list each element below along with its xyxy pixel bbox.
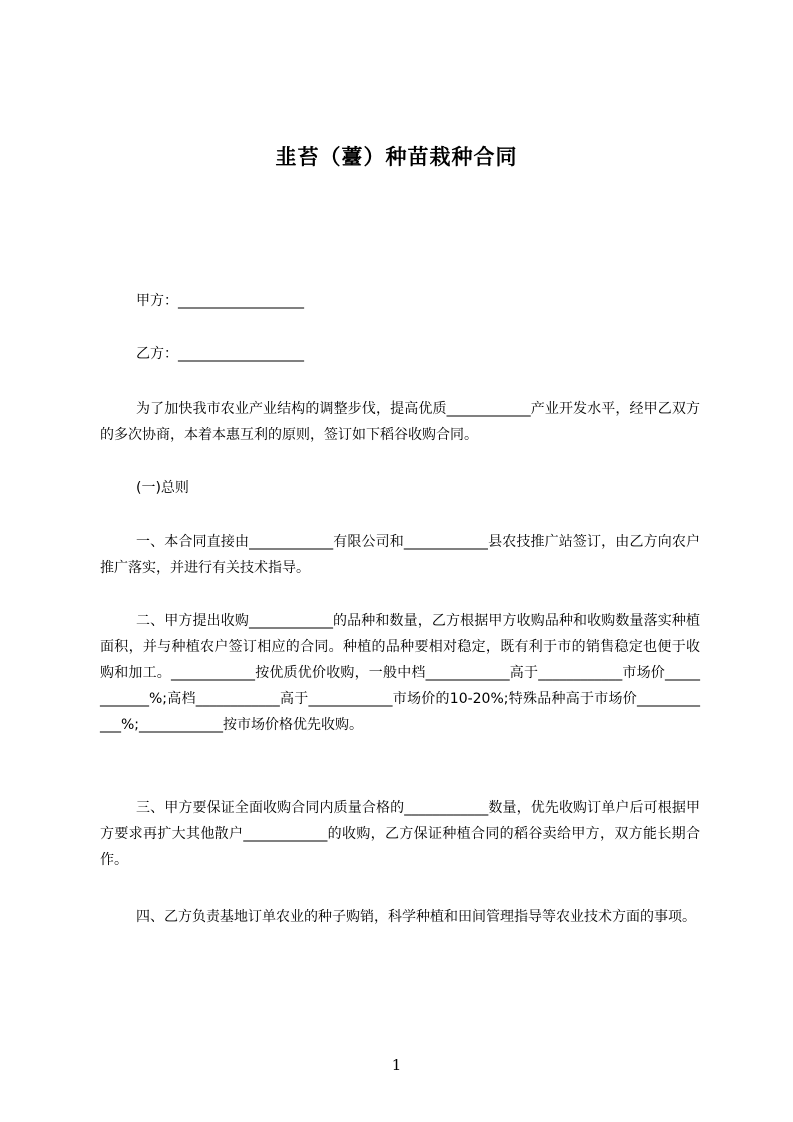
page-number: 1 <box>391 1056 402 1074</box>
clause-4-paragraph: 四、乙方负责基地订单农业的种子购销，科学种植和田间管理指导等农业技术方面的事项。 <box>136 909 696 925</box>
intro-paragraph: 为了加快我市农业产业结构的调整步伐，提高优质____________产业开发水平，经甲乙双方的多次协商，本着本惠互利的原则，签订如下稻谷收购合同。 <box>100 401 700 443</box>
party-b-line: 乙方：__________________ <box>136 346 304 362</box>
clause-2-paragraph: 二、甲方提出收购____________的品种和数量，乙方根据甲方收购品种和收购数量落实种植面积，并与种植农户签订相应的合同。种植的品种要相对稳定，既有利于市的销售稳定也便于收购和加工。____________按优质优价收购，一般中档____________高于____________市场价____________%;高档____________高于____________市场价的10-20%;特殊品种高于市场价____________%;____________按市场价格优先收购。 <box>100 613 700 733</box>
clause-1-paragraph: 一、本合同直接由____________有限公司和____________县农技推广站签订，由乙方向农户推广落实，并进行有关技术指导。 <box>100 534 700 576</box>
clause-3-paragraph: 三、甲方要保证全面收购合同内质量合格的____________数量，优先收购订单户后可根据甲方要求再扩大其他散户____________的收购，乙方保证种植合同的稻谷卖给甲方，双方能长期合作。 <box>100 800 700 868</box>
section-heading-general: (一)总则 <box>136 480 189 496</box>
document-title: 韭苔（薹）种苗栽种合同 <box>275 145 518 169</box>
party-a-line: 甲方：__________________ <box>136 293 304 309</box>
